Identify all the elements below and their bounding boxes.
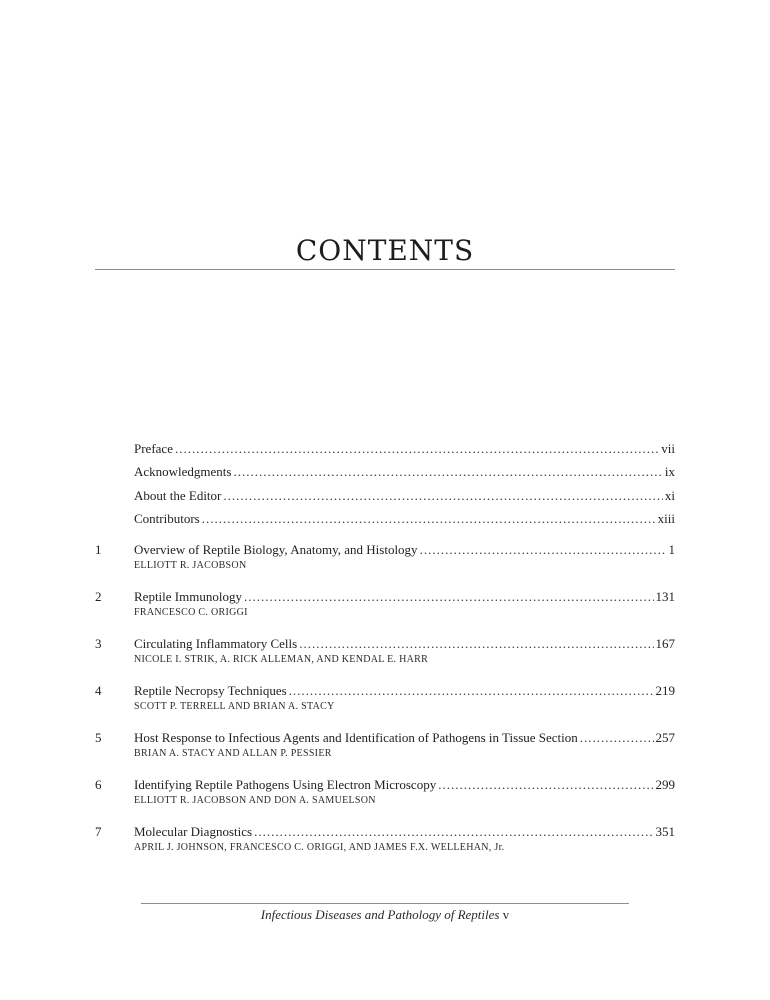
chapter-title: Overview of Reptile Biology, Anatomy, and Histology: [134, 542, 418, 557]
dot-leader: [420, 541, 667, 559]
footer-book-title: Infectious Diseases and Pathology of Reptiles: [260, 907, 500, 922]
dot-leader: [223, 487, 662, 505]
chapter-number: 4: [95, 683, 102, 698]
chapter-authors: SCOTT P. TERRELL AND BRIAN A. STACY: [134, 701, 335, 712]
footer-page-number: v: [502, 907, 510, 922]
chapter-number: 3: [95, 636, 102, 651]
chapter-page: 1: [668, 542, 675, 557]
front-matter-item-contributors[interactable]: [134, 510, 675, 533]
front-matter-label: Acknowledgments: [134, 464, 232, 480]
chapter-authors: BRIAN A. STACY AND ALLAN P. PESSIER: [134, 748, 332, 759]
dot-leader: [233, 463, 662, 481]
page-footer: [141, 906, 629, 924]
dot-leader: [202, 510, 656, 528]
front-matter-page: xi: [664, 487, 675, 503]
chapter-entry-3[interactable]: [95, 635, 675, 667]
chapter-page: 219: [655, 683, 675, 698]
chapter-entry-5[interactable]: [95, 729, 675, 761]
chapter-entry-4[interactable]: [95, 682, 675, 714]
chapter-number: 1: [95, 542, 102, 557]
front-matter-item-preface[interactable]: [134, 440, 675, 463]
front-matter-list: [134, 440, 675, 533]
chapter-title: Reptile Immunology: [134, 589, 242, 604]
chapter-number: 5: [95, 730, 102, 745]
dot-leader: [580, 729, 654, 747]
dot-leader: [175, 440, 659, 458]
chapter-entry-2[interactable]: [95, 588, 675, 620]
front-matter-label: About the Editor: [134, 487, 222, 503]
dot-leader: [438, 776, 653, 794]
chapter-number: 7: [95, 824, 102, 839]
front-matter-label: Preface: [134, 441, 173, 456]
chapter-page: 257: [655, 730, 675, 745]
dot-leader: [244, 588, 654, 606]
chapter-page: 299: [655, 777, 675, 792]
chapter-page: 131: [655, 589, 675, 604]
chapter-title: Identifying Reptile Pathogens Using Electron Microscopy: [134, 777, 437, 792]
chapter-title: Molecular Diagnostics: [134, 824, 253, 839]
chapter-authors: FRANCESCO C. ORIGGI: [134, 607, 248, 618]
chapter-authors: ELLIOTT R. JACOBSON AND DON A. SAMUELSON: [134, 795, 376, 806]
footer-rule: [141, 903, 629, 904]
chapter-entry-1[interactable]: [95, 541, 675, 573]
chapter-authors: ELLIOTT R. JACOBSON: [134, 560, 247, 571]
chapter-page: 167: [655, 636, 675, 651]
front-matter-item-acknowledgments[interactable]: [134, 463, 675, 486]
chapter-authors: NICOLE I. STRIK, A. RICK ALLEMAN, AND KENDAL E. HARR: [134, 654, 429, 665]
chapter-number: 6: [95, 777, 102, 792]
front-matter-page: ix: [664, 464, 675, 480]
title-rule: [95, 269, 675, 270]
page-title: CONTENTS: [295, 234, 475, 267]
chapter-title: Host Response to Infectious Agents and Identification of Pathogens in Tissue Section: [134, 730, 578, 745]
chapter-number: 2: [95, 589, 102, 604]
chapter-page: 351: [655, 824, 675, 839]
front-matter-page: vii: [661, 441, 675, 456]
dot-leader: [289, 682, 654, 700]
front-matter-item-about-editor[interactable]: [134, 487, 675, 510]
chapter-entry-7[interactable]: [95, 823, 675, 855]
chapter-entry-6[interactable]: [95, 776, 675, 808]
dot-leader: [254, 823, 653, 841]
chapter-title: Circulating Inflammatory Cells: [134, 636, 298, 651]
front-matter-page: xiii: [657, 510, 675, 526]
dot-leader: [299, 635, 653, 653]
chapter-title: Reptile Necropsy Techniques: [134, 683, 287, 698]
chapter-authors: APRIL J. JOHNSON, FRANCESCO C. ORIGGI, AND JAMES F.X. WELLEHAN, Jr.: [134, 842, 505, 853]
front-matter-label: Contributors: [134, 510, 200, 526]
